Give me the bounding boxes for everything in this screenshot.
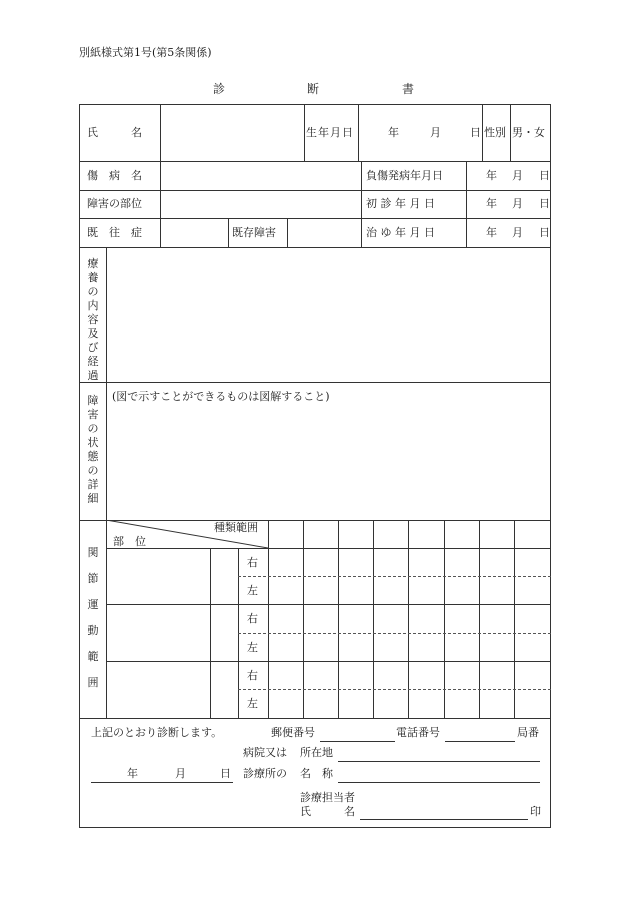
phone-line [445, 741, 515, 742]
row-divider [79, 190, 551, 191]
name-label: 氏 名 [87, 126, 142, 139]
rom-divider [106, 520, 107, 718]
row-divider [79, 247, 551, 248]
rom-part-header: 部 位 [113, 535, 146, 548]
first-visit-month: 月 [512, 197, 523, 210]
injury-month: 月 [512, 169, 523, 182]
rom-row-divider [106, 661, 551, 662]
title-char-2: 断 [307, 82, 320, 96]
disability-label: 障害の状態の詳細 [87, 394, 99, 505]
rom-side-right-2: 右 [247, 612, 258, 625]
cure-month: 月 [512, 226, 523, 239]
col-divider [160, 104, 161, 247]
first-visit-label: 初 診 年 月 日 [366, 197, 435, 210]
address-line [338, 761, 540, 762]
date-line [91, 782, 233, 783]
statement: 上記のとおり診断します。 [91, 726, 223, 739]
cure-year: 年 [486, 226, 497, 239]
col-divider [361, 161, 362, 247]
sex-label: 性別 [484, 126, 506, 139]
first-visit-day: 日 [539, 197, 550, 210]
treatment-label: 療養の内容及び経過 [87, 257, 99, 382]
col-divider [287, 218, 288, 247]
col-divider [358, 104, 359, 161]
rom-side-left-1: 左 [247, 584, 258, 597]
col-divider [466, 161, 467, 247]
facility-name-line [338, 782, 540, 783]
cure-day: 日 [539, 226, 550, 239]
rom-dashed-divider [238, 633, 551, 634]
sex-value: 男・女 [512, 126, 545, 139]
sign-year: 年 [127, 767, 138, 780]
birth-year: 年 [388, 126, 399, 139]
postal-label: 郵便番号 [271, 726, 315, 739]
rom-row-divider [106, 604, 551, 605]
rom-row-divider [106, 548, 551, 549]
seal: 印 [530, 805, 541, 818]
row-divider [79, 161, 551, 162]
phone-label: 電話番号 [396, 726, 440, 739]
disability-note: (図で示すことができるものは図解すること) [112, 390, 330, 403]
hospital-label: 病院又は [243, 746, 287, 759]
title-char-3: 書 [402, 82, 415, 96]
facility-name-label: 名 称 [300, 767, 333, 780]
form-number: 別紙様式第1号(第5条関係) [79, 46, 212, 59]
injury-year: 年 [486, 169, 497, 182]
title-char-1: 診 [213, 82, 226, 96]
postal-line [320, 741, 395, 742]
diagnosis-form [79, 104, 551, 828]
first-visit-year: 年 [486, 197, 497, 210]
disease-label: 傷 病 名 [87, 169, 142, 182]
doctor-name-label: 氏 名 [300, 805, 355, 818]
row-divider [79, 218, 551, 219]
address-label: 所在地 [300, 746, 333, 759]
injury-day: 日 [539, 169, 550, 182]
sign-month: 月 [175, 767, 186, 780]
birth-label: 生年月日 [306, 126, 354, 139]
rom-dashed-divider [238, 689, 551, 690]
clinic-label: 診療所の [243, 767, 287, 780]
rom-type-header: 種類範囲 [214, 521, 258, 534]
rom-side-left-2: 左 [247, 641, 258, 654]
exchange-label: 局番 [517, 726, 539, 739]
rom-side-right-3: 右 [247, 669, 258, 682]
cure-label: 治 ゆ 年 月 日 [366, 226, 435, 239]
col-divider [510, 104, 511, 161]
col-divider [482, 104, 483, 161]
birth-month: 月 [430, 126, 441, 139]
rom-divider [210, 548, 211, 718]
col-divider [106, 247, 107, 520]
col-divider [228, 218, 229, 247]
rom-dashed-divider [238, 576, 551, 577]
rom-side-left-3: 左 [247, 697, 258, 710]
rom-label: 関節運動範囲 [87, 546, 99, 689]
site-label: 障害の部位 [87, 197, 142, 210]
doctor-name-line [360, 819, 528, 820]
birth-day: 日 [470, 126, 481, 139]
row-divider [79, 382, 551, 383]
injury-date-label: 負傷発病年月日 [366, 169, 443, 182]
rom-side-right-1: 右 [247, 556, 258, 569]
history-label: 既 往 症 [87, 226, 142, 239]
existing-label: 既存障害 [232, 226, 276, 239]
doctor-label: 診療担当者 [300, 791, 355, 804]
col-divider [304, 104, 305, 161]
sign-day: 日 [220, 767, 231, 780]
row-divider [79, 718, 551, 719]
